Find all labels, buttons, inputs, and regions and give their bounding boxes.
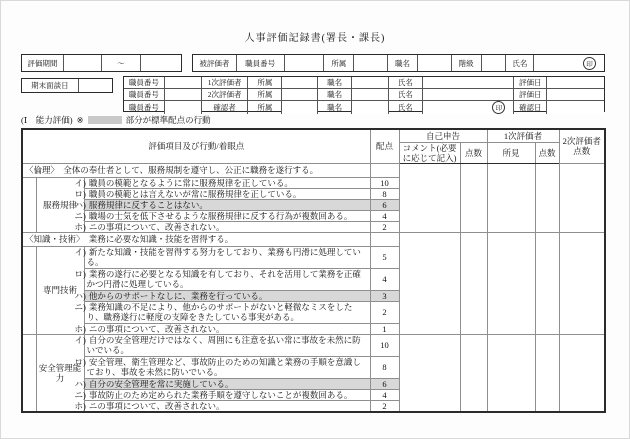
jobtitle-label: 職名 — [318, 89, 352, 100]
date-cell[interactable] — [547, 101, 604, 114]
affiliation-cell[interactable] — [282, 77, 318, 88]
period-label: 評価期間 — [22, 55, 64, 71]
option-points: 6 — [370, 199, 399, 210]
header-points: 配点 — [370, 129, 399, 163]
evaluatee-label: 被評価者 — [193, 55, 237, 71]
option-points: 2 — [370, 221, 399, 232]
evaluatee-empno-label: 職員番号 — [237, 55, 285, 71]
empno-label: 職員番号 — [124, 89, 165, 100]
period-end-cell[interactable] — [141, 55, 181, 71]
self-comment-cell[interactable] — [399, 232, 460, 334]
option-text: ロ) 安全管理、衛生管理など、事故防止のための知識と業務の手順を意識しており、事故を未然に防いでいる。 — [84, 356, 370, 378]
first-opinion-cell[interactable] — [487, 232, 535, 334]
header-first-score: 点数 — [535, 142, 559, 163]
indent-cell — [22, 246, 36, 334]
evaluator-role: 2次評価者 — [202, 89, 249, 100]
date-label: 評価日 — [514, 89, 547, 100]
evaluatee-rank-label: 階級 — [452, 55, 482, 71]
date-label: 確認日 — [514, 101, 547, 114]
second-score-cell[interactable] — [559, 163, 605, 232]
indent-cell — [22, 334, 36, 412]
empno-label: 職員番号 — [124, 77, 165, 88]
standard-score-legend-swatch — [88, 116, 122, 124]
empno-cell[interactable] — [165, 89, 202, 100]
header-first-evaluator: 1次評価者 — [487, 129, 559, 142]
option-text: ニ) 業務知識の不足により、他からのサポートがないと軽微なミスをしたり、職務遂行に軽度の支障をきたしている事実がある。 — [84, 301, 370, 323]
option-text-standard: ハ) 服務規律に反することはない。 — [84, 199, 370, 210]
evaluatee-affiliation-cell[interactable] — [354, 55, 388, 71]
option-text: ロ) 業務の遂行に必要となる知識を有しており、それを活用して業務を正確かつ円滑に処理している。 — [84, 268, 370, 290]
jobtitle-cell[interactable] — [352, 89, 389, 100]
interview-date-label: 期末面談日 — [22, 79, 79, 92]
evaluator-row-3 — [124, 101, 604, 114]
date-label: 評価日 — [514, 77, 547, 88]
header-self-comment: コメント(必要に応じて記入) — [399, 142, 460, 163]
group-header-knowledge: 〈知識・技術〉 業務に必要な知識・技能を習得する。 — [22, 232, 370, 246]
evaluatee-jobtitle-cell[interactable] — [418, 55, 452, 71]
evaluator-role: 確認者 — [202, 101, 249, 114]
category-label: 専門技術 — [36, 246, 84, 334]
header-self-report: 自己申告 — [399, 129, 487, 142]
jobtitle-label: 職名 — [318, 101, 352, 114]
first-score-cell[interactable] — [535, 163, 559, 232]
header-self-score: 点数 — [460, 142, 487, 163]
evaluator-row-1 — [124, 77, 604, 89]
jobtitle-cell[interactable] — [352, 101, 389, 114]
self-comment-cell[interactable] — [399, 334, 460, 412]
option-text: イ) 職員の模範となるように常に服務規律を正している。 — [84, 177, 370, 188]
option-text-standard: ハ) 自分の安全管理を常に実施している。 — [84, 378, 370, 389]
option-text: ホ) ニの事項について、改善されない。 — [84, 323, 370, 334]
category-label: 服務規律 — [36, 177, 84, 232]
self-score-cell[interactable] — [460, 232, 487, 334]
second-score-cell[interactable] — [559, 232, 605, 334]
header-item: 評価項目及び行動/着眼点 — [22, 129, 370, 163]
option-text: ホ) ニの事項について、改善されない。 — [84, 221, 370, 232]
date-cell[interactable] — [547, 77, 604, 88]
header-second-evaluator-score: 2次評価者点数 — [559, 129, 605, 163]
jobtitle-cell[interactable] — [352, 77, 389, 88]
first-opinion-cell[interactable] — [487, 334, 535, 412]
affiliation-cell[interactable] — [282, 89, 318, 100]
option-text-standard: ハ) 他からのサポートなしに、業務を行っている。 — [84, 290, 370, 301]
name-label: 氏名 — [389, 89, 423, 100]
evaluatee-box — [192, 54, 605, 72]
option-text: ニ) 職場の士気を低下させるような服務規律に反する行為が複数回ある。 — [84, 210, 370, 221]
option-points: 2 — [370, 400, 399, 412]
first-opinion-cell[interactable] — [487, 163, 535, 232]
section-caption — [21, 114, 211, 126]
group-header-ethics: 〈倫理〉 全体の奉仕者として、服務規制を遵守し、公正に職務を遂行する。 — [22, 163, 370, 177]
interview-date-cell[interactable] — [79, 79, 112, 92]
evaluation-period-box — [21, 54, 182, 72]
name-label: 氏名 — [389, 77, 423, 88]
section-heading: (Ⅰ 能力評価) — [21, 115, 73, 125]
empno-label: 職員番号 — [124, 101, 165, 114]
affiliation-cell[interactable] — [282, 101, 318, 114]
self-comment-cell[interactable] — [399, 163, 460, 232]
name-label: 氏名 — [389, 101, 423, 114]
indent-cell — [22, 177, 36, 232]
ability-evaluation-table — [21, 128, 606, 413]
evaluatee-name-cell[interactable] — [534, 55, 604, 71]
option-points: 5 — [370, 246, 399, 268]
option-text: イ) 自分の安全管理だけではなく、周囲にも注意を払い常に事故を未然に防いでいる。 — [84, 334, 370, 356]
period-start-cell[interactable] — [64, 55, 102, 71]
evaluators-table — [123, 76, 605, 112]
evaluatee-jobtitle-label: 職名 — [388, 55, 418, 71]
jobtitle-label: 職名 — [318, 77, 352, 88]
second-score-cell[interactable] — [559, 334, 605, 412]
name-cell[interactable] — [423, 101, 515, 114]
first-score-cell[interactable] — [535, 334, 559, 412]
affiliation-label: 所属 — [248, 77, 282, 88]
option-points: 1 — [370, 323, 399, 334]
option-points: 10 — [370, 334, 399, 356]
name-cell[interactable] — [423, 77, 515, 88]
empno-cell[interactable] — [165, 101, 202, 114]
interview-date-box — [21, 78, 113, 93]
note-mark: ※ — [76, 114, 84, 125]
option-points: 8 — [370, 188, 399, 199]
period-tilde: 〜 — [102, 55, 142, 71]
evaluatee-rank-cell[interactable] — [482, 55, 507, 71]
option-text: ニ) 事故防止のため定められた業務手順を遵守しないことが複数回ある。 — [84, 389, 370, 400]
option-text: イ) 新たな知識・技能を習得する努力をしており、業務も円滑に処理している。 — [84, 246, 370, 268]
date-cell[interactable] — [547, 89, 604, 100]
option-points: 10 — [370, 177, 399, 188]
option-points: 4 — [370, 268, 399, 290]
seal-stamp-icon: 印 — [583, 57, 596, 70]
first-score-cell[interactable] — [535, 232, 559, 334]
affiliation-label: 所属 — [248, 89, 282, 100]
option-points: 8 — [370, 356, 399, 378]
evaluatee-name-label: 氏名 — [506, 55, 534, 71]
evaluator-role: 1次評価者 — [202, 77, 249, 88]
name-cell[interactable] — [423, 89, 515, 100]
option-points: 4 — [370, 389, 399, 400]
points-cell — [370, 232, 399, 246]
self-score-cell[interactable] — [460, 163, 487, 232]
option-points: 3 — [370, 290, 399, 301]
category-label: 安全管理能力 — [36, 334, 84, 412]
evaluatee-affiliation-label: 所属 — [324, 55, 354, 71]
page-title: 人事評価記録書(署長・課長) — [244, 33, 386, 44]
seal-stamp-icon: 印 — [492, 101, 505, 114]
option-points: 6 — [370, 378, 399, 389]
self-score-cell[interactable] — [460, 334, 487, 412]
header-first-opinion: 所見 — [487, 142, 535, 163]
evaluatee-empno-cell[interactable] — [285, 55, 325, 71]
option-text: ホ) ニの事項について、改善されない。 — [84, 400, 370, 412]
empno-cell[interactable] — [165, 77, 202, 88]
affiliation-label: 所属 — [248, 101, 282, 114]
option-text: ロ) 職員の模範とは言えないが常に服務規律を正している。 — [84, 188, 370, 199]
points-cell — [370, 163, 399, 177]
option-points: 2 — [370, 301, 399, 323]
option-points: 4 — [370, 210, 399, 221]
note-suffix: 部分が標準配点の行動 — [125, 115, 211, 125]
evaluator-row-2 — [124, 89, 604, 101]
